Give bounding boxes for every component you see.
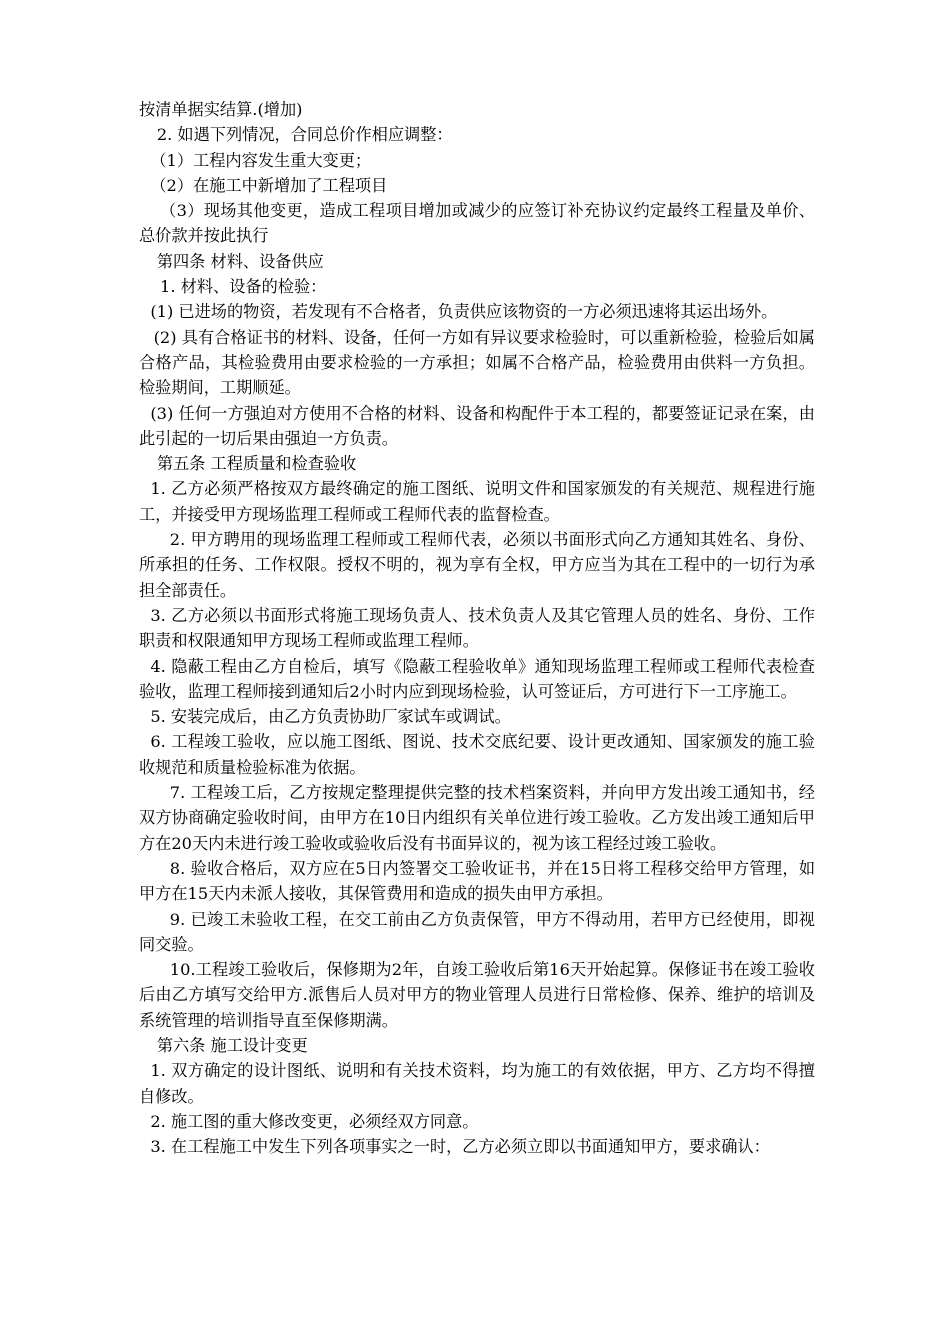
paragraph-design-change-2: 2. 施工图的重大修改变更，必须经双方同意。	[150, 1111, 479, 1131]
paragraph-adjust-item-2: （2）在施工中新增加了工程项目	[150, 175, 388, 195]
article-6-heading: 第六条 施工设计变更	[156, 1035, 308, 1055]
paragraph-design-change-3: 3. 在工程施工中发生下列各项事实之一时，乙方必须立即以书面通知甲方，要求确认：	[150, 1137, 770, 1157]
article-4-heading: 第四条 材料、设备供应	[156, 251, 324, 271]
paragraph-price-adjustment: 2. 如遇下列情况，合同总价作相应调整：	[156, 125, 453, 145]
paragraph-adjust-item-1: （1）工程内容发生重大变更；	[150, 150, 372, 170]
paragraph-quality-1: 1. 乙方必须严格按双方最终确定的施工图纸、说明文件和国家颁发的有关规范、规程进行施工，并接受甲方现场监理工程师或工程师代表的监督检查。	[139, 479, 815, 524]
paragraph-material-inspection: 1. 材料、设备的检验：	[160, 277, 327, 297]
paragraph-quality-6: 6. 工程竣工验收，应以施工图纸、图说、技术交底纪要、设计更改通知、国家颁发的施工验收规范和质量检验标准为依据。	[139, 732, 815, 777]
paragraph-material-item-3: (3) 任何一方强迫对方使用不合格的材料、设备和构配件于本工程的，都要签证记录在案，由此引起的一切后果由强迫一方负责。	[139, 403, 815, 448]
paragraph-quality-8: 8. 验收合格后，双方应在5日内签署交工验收证书，并在15日将工程移交给甲方管理，如甲方在15天内未派人接收，其保管费用和造成的损失由甲方承担。	[139, 858, 815, 904]
paragraph-quality-10: 10.工程竣工验收后，保修期为2年，自竣工验收后第16天开始起算。保修证书在竣工验收后由乙方填写交给甲方.派售后人员对甲方的物业管理人员进行日常检修、保养、维护的培训及系统管理的培训指导直至保修期满。	[139, 960, 815, 1030]
paragraph-material-item-1: (1) 已进场的物资，若发现有不合格者，负责供应该物资的一方必须迅速将其运出场外。	[150, 302, 778, 322]
paragraph-quality-5: 5. 安装完成后，由乙方负责协助厂家试车或调试。	[150, 707, 511, 727]
paragraph-quality-9: 9. 已竣工未验收工程，在交工前由乙方负责保管，甲方不得动用，若甲方已经使用，即视同交验。	[139, 909, 815, 954]
paragraph-quality-4: 4. 隐蔽工程由乙方自检后，填写《隐蔽工程验收单》通知现场监理工程师或工程师代表检查验收，监理工程师接到通知后2小时内应到现场检验，认可签证后，方可进行下一工序施工。	[139, 656, 815, 701]
paragraph-settlement: 按清单据实结算.(增加)	[139, 100, 303, 119]
paragraph-design-change-1: 1. 双方确定的设计图纸、说明和有关技术资料，均为施工的有效依据，甲方、乙方均不得擅自修改。	[139, 1061, 815, 1106]
document-body	[139, 97, 815, 1159]
article-5-heading: 第五条 工程质量和检查验收	[156, 454, 357, 474]
paragraph-quality-7: 7. 工程竣工后，乙方按规定整理提供完整的技术档案资料，并向甲方发出竣工通知书，经双方协商确定验收时间，由甲方在10日内组织有关单位进行竣工验收。乙方发出竣工通知后甲方在20天内未进行竣工验收或验收后没有书面异议的，视为该工程经过竣工验收。	[139, 783, 815, 853]
paragraph-material-item-2: (2) 具有合格证书的材料、设备，任何一方如有异议要求检验时，可以重新检验，检验后如属合格产品，其检验费用由要求检验的一方承担；如属不合格产品，检验费用由供料一方负担。检验期间，工期顺延。	[139, 327, 815, 398]
paragraph-quality-3: 3. 乙方必须以书面形式将施工现场负责人、技术负责人及其它管理人员的姓名、身份、工作职责和权限通知甲方现场工程师或监理工程师。	[139, 605, 815, 651]
paragraph-quality-2: 2. 甲方聘用的现场监理工程师或工程师代表，必须以书面形式向乙方通知其姓名、身份、所承担的任务、工作权限。授权不明的，视为享有全权，甲方应当为其在工程中的一切行为承担全部责任。	[139, 530, 815, 600]
paragraph-adjust-item-3: （3）现场其他变更，造成工程项目增加或减少的应签订补充协议约定最终工程量及单价、总价款并按此执行	[139, 201, 815, 246]
